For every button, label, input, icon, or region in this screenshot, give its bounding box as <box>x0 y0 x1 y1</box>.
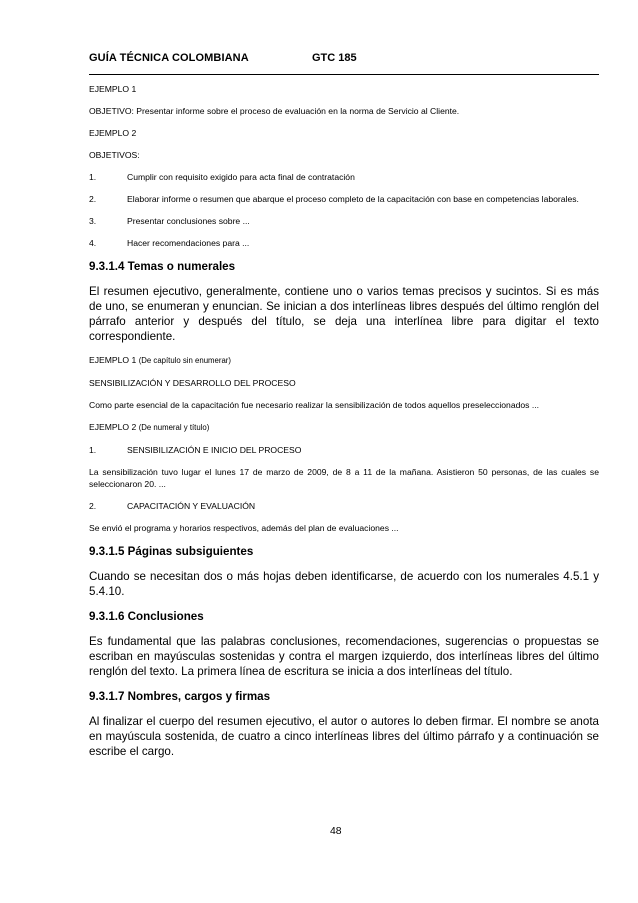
example-note: (De numeral y título) <box>138 423 210 432</box>
list-number: 3. <box>89 216 97 226</box>
section-heading: 9.3.1.6 Conclusiones <box>89 610 204 623</box>
example-text: Como parte esencial de la capacitación fue necesario realizar la sensibilización de todos aquellos preseleccionados ... <box>89 400 540 410</box>
list-text: CAPACITACIÓN Y EVALUACIÓN <box>127 501 256 511</box>
example-label <box>89 421 599 434</box>
list-item <box>89 444 599 456</box>
example-label-main: EJEMPLO 2 <box>89 422 137 432</box>
example-label-main: EJEMPLO 1 <box>89 355 137 365</box>
section-paragraph: Al finalizar el cuerpo del resumen ejecutivo, el autor o autores lo deben firmar. El nombre se anota en mayúscula sostenida, de cuatro a cinco interlíneas libres del último párrafo y a continuación se escribe el cargo. <box>89 715 599 758</box>
list-text: Elaborar informe o resumen que abarque el proceso completo de la capacitación con base en competencias laborales. <box>127 194 579 204</box>
list-item <box>89 171 599 183</box>
list-number: 1. <box>89 172 97 182</box>
section-heading: 9.3.1.4 Temas o numerales <box>89 260 236 273</box>
example-text: Se envió el programa y horarios respectivos, además del plan de evaluaciones ... <box>89 523 399 533</box>
list-item <box>89 500 599 512</box>
example-note: (De capítulo sin enumerar) <box>138 356 231 365</box>
list-item <box>89 237 599 249</box>
header-org: GUÍA TÉCNICA COLOMBIANA <box>89 52 249 64</box>
example-label <box>89 354 599 367</box>
section-paragraph: Cuando se necesitan dos o más hojas deben identificarse, de acuerdo con los numerales 4.5.1 y 5.4.10. <box>89 570 599 598</box>
page-content <box>89 83 599 769</box>
list-text: Cumplir con requisito exigido para acta final de contratación <box>127 172 355 182</box>
example-label: EJEMPLO 1 <box>89 84 137 94</box>
list-number: 4. <box>89 238 97 248</box>
list-text: SENSIBILIZACIÓN E INICIO DEL PROCESO <box>127 445 302 455</box>
list-number: 1. <box>89 445 97 455</box>
section-heading: 9.3.1.7 Nombres, cargos y firmas <box>89 690 271 703</box>
section-paragraph: El resumen ejecutivo, generalmente, contiene uno o varios temas precisos y sucintos. Si es más de uno, se enumeran y enuncian. Se inician a dos interlíneas libres después del último renglón del párrafo anterior y después del título, se deja una interlínea libre para digitar el texto correspondiente. <box>89 285 599 343</box>
objectives-label: OBJETIVOS: <box>89 150 140 160</box>
section-paragraph: Es fundamental que las palabras conclusiones, recomendaciones, sugerencias o propuestas se escriban en mayúsculas sostenidas y contra el margen izquierdo, dos interlíneas libres del último renglón del texto. La primera línea de escritura se inicia a dos interlíneas del título. <box>89 635 599 678</box>
list-item <box>89 215 599 227</box>
list-item <box>89 193 599 205</box>
list-number: 2. <box>89 194 97 204</box>
section-heading: 9.3.1.5 Páginas subsiguientes <box>89 545 254 558</box>
list-number: 2. <box>89 501 97 511</box>
list-text: Presentar conclusiones sobre ... <box>127 216 250 226</box>
example-title: SENSIBILIZACIÓN Y DESARROLLO DEL PROCESO <box>89 378 296 388</box>
list-text: Hacer recomendaciones para ... <box>127 238 250 248</box>
page-number: 48 <box>330 826 342 837</box>
objective-text: OBJETIVO: Presentar informe sobre el proceso de evaluación en la norma de Servicio al Cliente. <box>89 106 460 116</box>
page-header <box>89 52 599 75</box>
header-code: GTC 185 <box>312 52 357 64</box>
example-label: EJEMPLO 2 <box>89 128 137 138</box>
example-text: La sensibilización tuvo lugar el lunes 17 de marzo de 2009, de 8 a 11 de la mañana. Asistieron 50 personas, de las cuales se seleccionaron 20. ... <box>89 467 599 489</box>
